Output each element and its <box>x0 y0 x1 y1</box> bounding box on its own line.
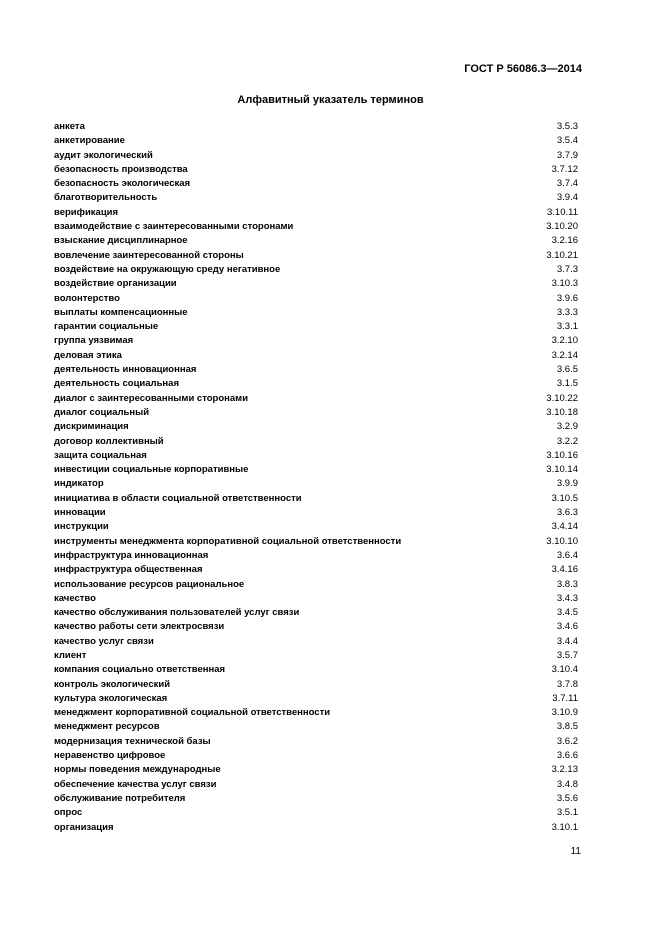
index-term-reference: 3.4.16 <box>551 564 578 576</box>
index-term-reference: 3.4.8 <box>556 778 578 790</box>
index-entry <box>54 363 578 377</box>
index-entry <box>54 377 578 391</box>
index-term: опрос <box>54 807 83 819</box>
index-term: выплаты компенсационные <box>54 306 188 318</box>
index-term: инструкции <box>54 521 109 533</box>
index-term: дискриминация <box>54 421 129 433</box>
index-term: инициатива в области социальной ответственности <box>54 492 302 504</box>
index-term-reference: 3.7.8 <box>556 678 578 690</box>
index-entry <box>54 492 578 506</box>
page-number: 11 <box>570 846 581 857</box>
index-entry <box>54 177 578 191</box>
document-standard-code: ГОСТ Р 56086.3—2014 <box>464 63 582 75</box>
index-term: деловая этика <box>54 349 122 361</box>
index-entry <box>54 320 578 334</box>
index-entry <box>54 234 578 248</box>
index-term: индикатор <box>54 478 104 490</box>
index-title: Алфавитный указатель терминов <box>237 94 424 106</box>
index-term: волонтерство <box>54 292 120 304</box>
index-term-reference: 3.9.4 <box>556 192 578 204</box>
index-term-reference: 3.10.21 <box>546 249 578 261</box>
index-entry <box>54 520 578 534</box>
index-entry <box>54 749 578 763</box>
index-term-reference: 3.10.22 <box>546 392 578 404</box>
index-entry <box>54 149 578 163</box>
index-entry <box>54 263 578 277</box>
index-term-reference: 3.10.16 <box>546 449 578 461</box>
index-entry <box>54 592 578 606</box>
index-term: защита социальная <box>54 449 147 461</box>
index-entry <box>54 635 578 649</box>
index-entry <box>54 606 578 620</box>
index-term: воздействие организации <box>54 278 177 290</box>
index-term-reference: 3.10.20 <box>546 221 578 233</box>
index-term: неравенство цифровое <box>54 750 166 762</box>
index-term-reference: 3.7.4 <box>556 178 578 190</box>
index-term: безопасность экологическая <box>54 178 191 190</box>
index-term-reference: 3.5.6 <box>556 792 578 804</box>
index-term-reference: 3.3.3 <box>556 306 578 318</box>
index-term-reference: 3.5.4 <box>556 135 578 147</box>
index-term-reference: 3.4.6 <box>556 621 578 633</box>
index-term: инвестиции социальные корпоративные <box>54 464 249 476</box>
index-entry <box>54 134 578 148</box>
index-entry <box>54 406 578 420</box>
index-term-reference: 3.10.18 <box>546 406 578 418</box>
index-term-reference: 3.5.1 <box>556 807 578 819</box>
index-entry <box>54 191 578 205</box>
index-term: инфраструктура инновационная <box>54 549 209 561</box>
index-entry <box>54 449 578 463</box>
index-term-reference: 3.2.9 <box>556 421 578 433</box>
index-term-reference: 3.10.5 <box>551 492 578 504</box>
index-term-reference: 3.10.14 <box>546 464 578 476</box>
index-term: анкетирование <box>54 135 125 147</box>
index-term-reference: 3.2.10 <box>551 335 578 347</box>
index-term: диалог с заинтересованными сторонами <box>54 392 249 404</box>
index-term: культура экологическая <box>54 692 168 704</box>
index-term: контроль экологический <box>54 678 171 690</box>
index-entry <box>54 334 578 348</box>
index-term-reference: 3.10.3 <box>551 278 578 290</box>
index-entry <box>54 477 578 491</box>
index-term-reference: 3.10.10 <box>546 535 578 547</box>
index-term: обслуживание потребителя <box>54 792 186 804</box>
index-entry <box>54 163 578 177</box>
index-term: безопасность производства <box>54 163 188 175</box>
term-index-list <box>54 120 578 835</box>
index-term: клиент <box>54 649 87 661</box>
index-entry <box>54 720 578 734</box>
index-entry <box>54 706 578 720</box>
index-entry <box>54 435 578 449</box>
index-entry <box>54 663 578 677</box>
index-term: менеджмент корпоративной социальной ответственности <box>54 707 331 719</box>
index-entry <box>54 535 578 549</box>
index-term-reference: 3.7.12 <box>551 163 578 175</box>
index-entry <box>54 463 578 477</box>
index-entry <box>54 649 578 663</box>
index-term: вовлечение заинтересованной стороны <box>54 249 244 261</box>
index-term: взыскание дисциплинарное <box>54 235 188 247</box>
index-term-reference: 3.6.3 <box>556 507 578 519</box>
index-entry <box>54 277 578 291</box>
index-entry <box>54 620 578 634</box>
index-term-reference: 3.5.7 <box>556 649 578 661</box>
index-term-reference: 3.3.1 <box>556 321 578 333</box>
index-term: договор коллективный <box>54 435 164 447</box>
index-entry <box>54 206 578 220</box>
index-term: взаимодействие с заинтересованными сторонами <box>54 221 294 233</box>
index-term: инновации <box>54 507 106 519</box>
index-term-reference: 3.6.2 <box>556 735 578 747</box>
index-term-reference: 3.7.11 <box>552 692 578 704</box>
index-term: качество <box>54 592 96 604</box>
index-entry <box>54 692 578 706</box>
index-term: деятельность социальная <box>54 378 179 390</box>
index-term: верификация <box>54 206 119 218</box>
index-term: менеджмент ресурсов <box>54 721 160 733</box>
index-term: нормы поведения международные <box>54 764 221 776</box>
index-entry <box>54 249 578 263</box>
index-term: благотворительность <box>54 192 158 204</box>
index-term-reference: 3.5.3 <box>556 121 578 132</box>
index-term-reference: 3.7.3 <box>556 263 578 275</box>
index-term: диалог социальный <box>54 406 150 418</box>
index-entry <box>54 506 578 520</box>
index-entry <box>54 549 578 563</box>
index-term-reference: 3.9.9 <box>556 478 578 490</box>
index-entry <box>54 821 578 835</box>
index-term-reference: 3.6.4 <box>556 549 578 561</box>
index-entry <box>54 578 578 592</box>
index-entry <box>54 420 578 434</box>
index-term-reference: 3.4.5 <box>556 607 578 619</box>
index-term-reference: 3.1.5 <box>556 378 578 390</box>
index-term-reference: 3.2.2 <box>556 435 578 447</box>
index-entry <box>54 120 578 134</box>
index-entry <box>54 735 578 749</box>
index-term: аудит экологический <box>54 149 153 161</box>
index-term-reference: 3.2.14 <box>551 349 578 361</box>
index-term-reference: 3.7.9 <box>556 149 578 161</box>
index-term-reference: 3.6.6 <box>556 750 578 762</box>
index-term-reference: 3.4.3 <box>556 592 578 604</box>
index-term-reference: 3.10.9 <box>551 707 578 719</box>
index-entry <box>54 220 578 234</box>
index-entry <box>54 306 578 320</box>
index-term: организация <box>54 821 114 833</box>
index-term-reference: 3.10.4 <box>551 664 578 676</box>
index-term-reference: 3.10.11 <box>547 206 578 218</box>
index-term-reference: 3.8.3 <box>556 578 578 590</box>
index-term-reference: 3.9.6 <box>556 292 578 304</box>
index-entry <box>54 292 578 306</box>
index-term: инструменты менеджмента корпоративной социальной ответственности <box>54 535 402 547</box>
index-term: модернизация технической базы <box>54 735 211 747</box>
index-entry <box>54 806 578 820</box>
index-term: качество работы сети электросвязи <box>54 621 225 633</box>
index-term-reference: 3.4.14 <box>551 521 578 533</box>
index-term: инфраструктура общественная <box>54 564 203 576</box>
index-term-reference: 3.8.5 <box>556 721 578 733</box>
index-entry <box>54 392 578 406</box>
index-term: анкета <box>54 121 85 132</box>
index-term: использование ресурсов рациональное <box>54 578 245 590</box>
index-term: группа уязвимая <box>54 335 134 347</box>
index-term: обеспечение качества услуг связи <box>54 778 217 790</box>
index-entry <box>54 349 578 363</box>
index-entry <box>54 778 578 792</box>
index-term: деятельность инновационная <box>54 364 197 376</box>
index-term-reference: 3.2.16 <box>551 235 578 247</box>
index-entry <box>54 563 578 577</box>
index-term: компания социально ответственная <box>54 664 226 676</box>
index-term: гарантии социальные <box>54 321 159 333</box>
index-entry <box>54 763 578 777</box>
index-term-reference: 3.4.4 <box>556 635 578 647</box>
index-term-reference: 3.10.1 <box>551 821 578 833</box>
index-term-reference: 3.6.5 <box>556 364 578 376</box>
index-entry <box>54 792 578 806</box>
index-term: качество услуг связи <box>54 635 154 647</box>
index-entry <box>54 678 578 692</box>
index-term-reference: 3.2.13 <box>551 764 578 776</box>
index-term: качество обслуживания пользователей услуг связи <box>54 607 300 619</box>
index-term: воздействие на окружающую среду негативное <box>54 263 281 275</box>
